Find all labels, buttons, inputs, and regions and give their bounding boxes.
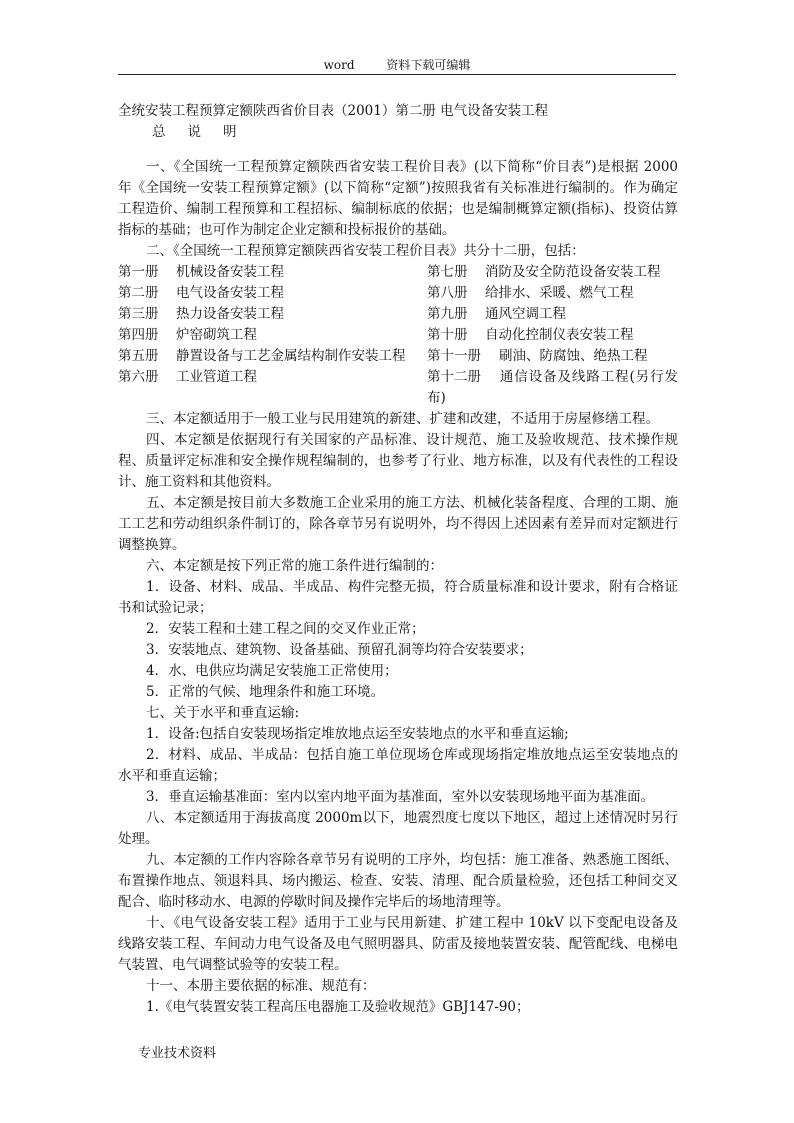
paragraph-8: 八、本定额适用于海拔高度 2000m以下，地震烈度七度以下地区，超过上述情况时另行处理。	[118, 810, 678, 847]
paragraph-7: 七、关于水平和垂直运输:	[146, 705, 300, 721]
document-body	[118, 157, 678, 1018]
list-item: 1．设备:包括自安装现场指定堆放地点运至安装地点的水平和垂直运输;	[146, 726, 569, 742]
volume-name: 机械设备安装工程	[176, 264, 284, 280]
volume-number: 第二册	[118, 285, 159, 301]
paragraph-2: 二、《全国统一工程预算定额陕西省安装工程价目表》共分十二册，包括：	[146, 243, 585, 259]
list-item: 3．安装地点、建筑物、设备基础、预留孔洞等均符合安装要求；	[146, 642, 533, 658]
paragraph-6: 六、本定额是按下列正常的施工条件进行编制的：	[146, 558, 443, 574]
volume-number: 第十一册	[427, 348, 481, 364]
volume-name: 自动化控制仪表安装工程	[485, 327, 634, 343]
document-title: 全统安装工程预算定额陕西省价目表（2001）第二册 电气设备安装工程	[118, 103, 549, 119]
volume-name: 电气设备安装工程	[176, 285, 284, 301]
list-item: 2．材料、成品、半成品：包括自施工单位现场仓库或现场指定堆放地点运至安装地点的水平和垂直运输；	[118, 747, 678, 784]
volume-name: 热力设备安装工程	[176, 306, 284, 322]
volume-number: 第五册	[118, 348, 159, 364]
volume-name: 炉窑砌筑工程	[176, 327, 257, 343]
volume-number: 第十册	[427, 327, 468, 343]
list-item: 5．正常的气候、地理条件和施工环境。	[146, 684, 385, 700]
list-item: 2．安装工程和土建工程之间的交叉作业正常；	[146, 621, 425, 637]
paragraph-9: 九、本定额的工作内容除各章节另有说明的工序外，均包括：施工准备、熟悉施工图纸、布置操作地点、领退料具、场内搬运、检查、安装、清理、配合质量检验，还包括工种间交叉配合、临时移动水、电源的停歇时间及操作完毕后的场地清理等。	[118, 852, 678, 910]
paragraph-5: 五、本定额是按目前大多数施工企业采用的施工方法、机械化装备程度、合理的工期、施工工艺和劳动组织条件制订的，除各章节另有说明外，均不得因上述因素有差异而对定额进行调整换算。	[118, 495, 678, 553]
volume-name: 给排水、采暖、燃气工程	[485, 285, 634, 301]
volume-number: 第八册	[427, 285, 468, 301]
list-item: 3．垂直运输基准面：室内以室内地平面为基准面，室外以安装现场地平面为基准面。	[146, 789, 655, 805]
volume-number: 第九册	[427, 306, 468, 322]
volume-number: 第六册	[118, 369, 159, 385]
header-right-text: 资料下载可编辑	[386, 58, 471, 72]
list-item: 4．水、电供应均满足安装施工正常使用；	[146, 663, 398, 679]
list-item: 1．设备、材料、成品、半成品、构件完整无损，符合质量标准和设计要求，附有合格证书和试验记录；	[118, 579, 678, 616]
volume-name: 通风空调工程	[485, 306, 566, 322]
volume-name: 刷油、防腐蚀、绝热工程	[499, 348, 648, 364]
list-item: 1.《电气装置安装工程高压电器施工及验收规范》GBJ147-90；	[146, 999, 530, 1015]
volume-number: 第七册	[427, 264, 468, 280]
volume-name: 工业管道工程	[176, 369, 257, 385]
volume-number: 第三册	[118, 306, 159, 322]
section-heading: 总说明	[152, 124, 259, 140]
volume-number: 第四册	[118, 327, 159, 343]
volume-name: 静置设备与工艺金属结构制作安装工程	[176, 348, 406, 364]
volume-number: 第十二册	[427, 369, 481, 385]
volume-name: 消防及安全防范设备安装工程	[485, 264, 661, 280]
page-footer: 专业技术资料	[138, 1046, 217, 1061]
header-left-text: word	[323, 58, 355, 72]
page-header	[118, 58, 676, 75]
paragraph-10: 十、《电气设备安装工程》适用于工业与民用新建、扩建工程中 10kV 以下变配电设备及线路安装工程、车间动力电气设备及电气照明器具、防雷及接地装置安装、配管配线、电梯电气装置、电气调整试验等的安装工程。	[118, 915, 678, 973]
volume-name: 通信设备及线路工程(另行发布)	[427, 369, 678, 406]
paragraph-3: 三、本定额适用于一般工业与民用建筑的新建、扩建和改建，不适用于房屋修缮工程。	[146, 411, 659, 427]
volume-list	[118, 262, 678, 409]
paragraph-11: 十一、本册主要依据的标准、规范有：	[146, 978, 376, 994]
volume-number: 第一册	[118, 264, 159, 280]
paragraph-1: 一、《全国统一工程预算定额陕西省安装工程价目表》(以下简称“价目表”)是根据 2000 年《全国统一安装工程预算定额》(以下简称“定额”)按照我省有关标准进行编制的。作为确定工程造价、编制工程预算和工程招标、编制标底的依据；也是编制概算定额(指标)、投资估算指标的基础；也可作为制定企业定额和投标报价的基础。	[118, 159, 678, 238]
paragraph-4: 四、本定额是依据现行有关国家的产品标准、设计规范、施工及验收规范、技术操作规程、质量评定标准和安全操作规程编制的，也参考了行业、地方标准，以及有代表性的工程设计、施工资料和其他资料。	[118, 432, 678, 490]
